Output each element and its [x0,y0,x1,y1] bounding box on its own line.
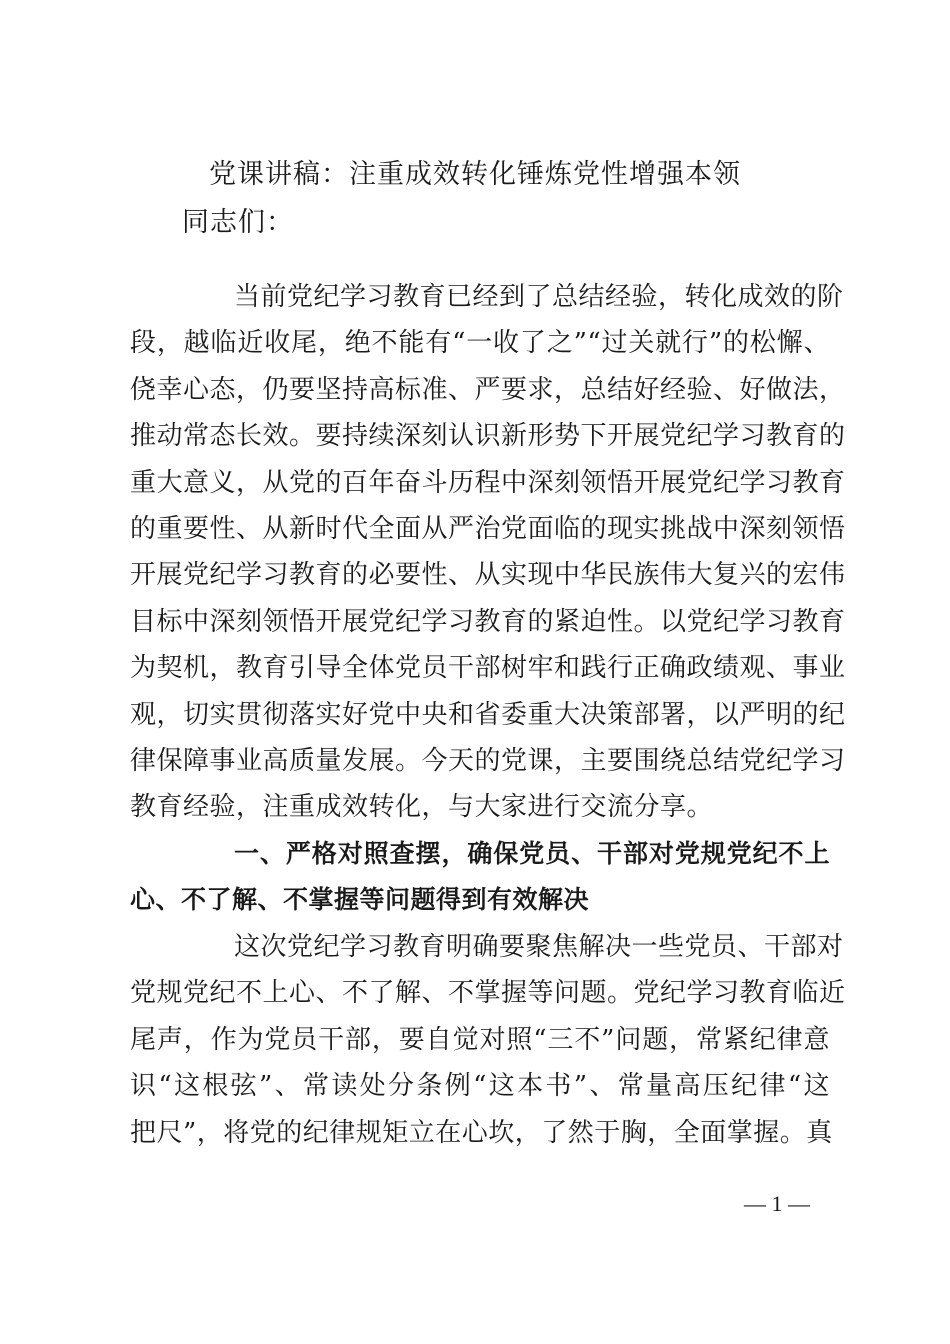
paragraph-line: 开展党纪学习教育的必要性、从实现中华民族伟大复兴的宏伟 [130,560,846,591]
paragraph-line: 侥幸心态，仍要坚持高标准、严要求，总结好经验、好做法， [130,374,846,405]
intro-paragraph [130,274,846,831]
section-1-heading [130,831,830,924]
heading-line: 一、严格对照查摆，确保党员、干部对党规党纪不上 [234,839,830,868]
paragraph-line: 党规党纪不上心、不了解、不掌握等问题。党纪学习教育临近 [130,978,846,1009]
greeting: 同志们： [182,207,294,238]
page-number: — 1 — [744,1191,810,1216]
paragraph-line: 这次党纪学习教育明确要聚焦解决一些党员、干部对 [234,932,844,962]
paragraph-line: 推动常态长效。要持续深刻认识新形势下开展党纪学习教育的 [130,421,846,452]
document-title: 党课讲稿：注重成效转化锤炼党性增强本领 [209,159,741,190]
paragraph-line: 把尺”，将党的纪律规矩立在心坎，了然于胸，全面掌握。真 [130,1117,833,1148]
paragraph-line: 观，切实贯彻落实好党中央和省委重大决策部署，以严明的纪 [130,699,846,730]
paragraph-line: 的重要性、从新时代全面从严治党面临的现实挑战中深刻领悟 [130,513,846,544]
paragraph-line: 段，越临近收尾，绝不能有“一收了之”“过关就行”的松懈、 [130,328,830,359]
paragraph-line: 当前党纪学习教育已经到了总结经验，转化成效的阶 [234,282,844,312]
paragraph-line: 目标中深刻领悟开展党纪学习教育的紧迫性。以党纪学习教育 [130,606,846,637]
paragraph-line: 重大意义，从党的百年奋斗历程中深刻领悟开展党纪学习教育 [130,467,846,498]
heading-line: 心、不了解、不掌握等问题得到有效解决 [130,885,590,915]
paragraph-line: 为契机，教育引导全体党员干部树牢和践行正确政绩观、事业 [130,653,846,684]
paragraph-line: 尾声，作为党员干部，要自觉对照“三不”问题，常紧纪律意 [130,1024,830,1055]
paragraph-line: 律保障事业高质量发展。今天的党课，主要围绕总结党纪学习 [130,745,846,776]
section-1-paragraph [130,924,846,1156]
paragraph-line: 识“这根弦”、常读处分条例“这本书”、常量高压纪律“这 [130,1071,830,1102]
paragraph-line: 教育经验，注重成效转化，与大家进行交流分享。 [130,792,714,823]
